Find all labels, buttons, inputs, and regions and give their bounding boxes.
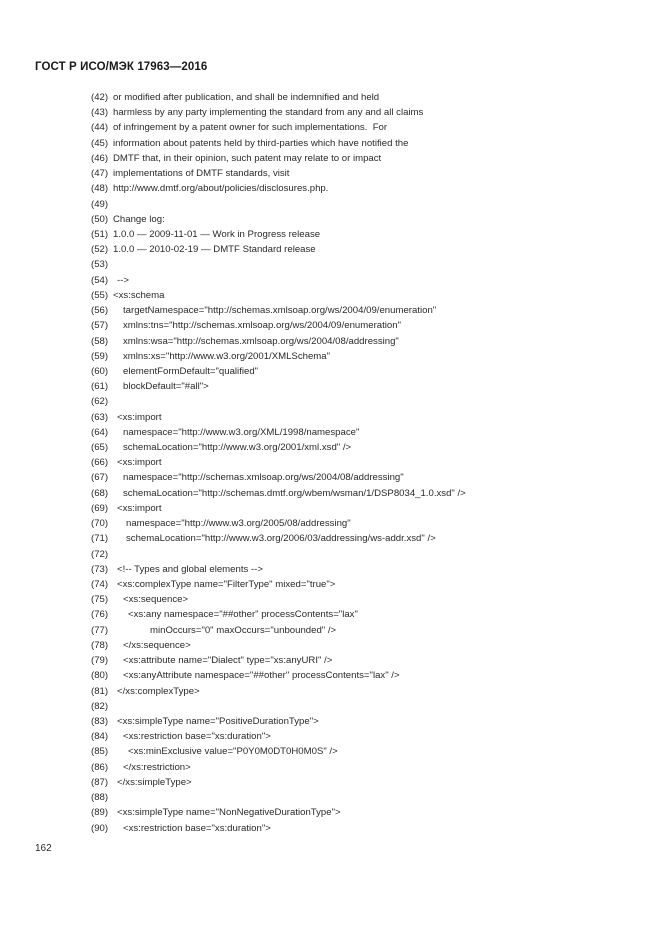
line-text: <xs:attribute name="Dialect" type="xs:anyURI" /> bbox=[123, 655, 333, 667]
code-line bbox=[91, 805, 341, 820]
code-line bbox=[91, 151, 382, 166]
line-text: of infringement by a patent owner for such implementations. For bbox=[113, 122, 388, 134]
line-number: (43) bbox=[91, 107, 109, 119]
code-line bbox=[91, 790, 113, 805]
code-line bbox=[91, 212, 165, 227]
line-number: (45) bbox=[91, 137, 109, 149]
line-text: <xs:any namespace="##other" processContents="lax" bbox=[128, 609, 358, 621]
code-line bbox=[91, 531, 436, 546]
line-text: xmlns:tns="http://schemas.xmlsoap.org/ws/2004/09/enumeration" bbox=[123, 320, 401, 332]
code-line bbox=[91, 684, 200, 699]
line-number: (85) bbox=[91, 746, 109, 758]
code-line bbox=[91, 318, 401, 333]
line-number: (79) bbox=[91, 655, 109, 667]
code-line bbox=[91, 379, 209, 394]
line-number: (83) bbox=[91, 715, 109, 727]
code-line bbox=[91, 699, 113, 714]
code-line bbox=[91, 562, 263, 577]
line-number: (50) bbox=[91, 213, 109, 225]
line-text: blockDefault="#all"> bbox=[123, 381, 209, 393]
line-text: <xs:simpleType name="PositiveDurationType"> bbox=[117, 715, 319, 727]
code-line bbox=[91, 197, 113, 212]
line-number: (87) bbox=[91, 776, 109, 788]
line-number: (84) bbox=[91, 731, 109, 743]
line-number: (77) bbox=[91, 624, 109, 636]
line-number: (54) bbox=[91, 274, 109, 286]
line-number: (88) bbox=[91, 792, 109, 804]
line-number: (66) bbox=[91, 457, 109, 469]
line-number: (90) bbox=[91, 822, 109, 834]
line-text: namespace="http://www.w3.org/XML/1998/namespace" bbox=[123, 426, 360, 438]
line-number: (86) bbox=[91, 761, 109, 773]
code-line bbox=[91, 486, 466, 501]
code-line bbox=[91, 821, 271, 836]
line-number: (61) bbox=[91, 381, 109, 393]
code-line bbox=[91, 577, 336, 592]
line-number: (48) bbox=[91, 183, 109, 195]
code-line bbox=[91, 364, 259, 379]
line-number: (68) bbox=[91, 487, 109, 499]
line-text: or modified after publication, and shall be indemnified and held bbox=[113, 92, 380, 103]
code-line bbox=[91, 334, 399, 349]
line-number: (53) bbox=[91, 259, 109, 271]
line-number: (42) bbox=[91, 92, 109, 103]
line-number: (63) bbox=[91, 411, 109, 423]
code-line bbox=[91, 440, 352, 455]
line-number: (76) bbox=[91, 609, 109, 621]
line-number: (72) bbox=[91, 548, 109, 560]
line-number: (58) bbox=[91, 335, 109, 347]
code-line bbox=[91, 120, 388, 135]
line-number: (49) bbox=[91, 198, 109, 210]
code-line bbox=[91, 257, 113, 272]
line-number: (81) bbox=[91, 685, 109, 697]
code-line bbox=[91, 729, 271, 744]
line-text: targetNamespace="http://schemas.xmlsoap.org/ws/2004/09/enumeration" bbox=[123, 305, 437, 317]
code-line bbox=[91, 501, 162, 516]
line-text: elementFormDefault="qualified" bbox=[123, 365, 259, 377]
line-text: --> bbox=[117, 274, 129, 286]
code-line bbox=[91, 90, 380, 105]
code-line bbox=[91, 105, 424, 120]
code-line bbox=[91, 547, 113, 562]
code-line bbox=[91, 273, 129, 288]
line-text: <xs:simpleType name="NonNegativeDurationType"> bbox=[117, 807, 341, 819]
line-number: (51) bbox=[91, 228, 109, 240]
code-line bbox=[91, 410, 162, 425]
code-line bbox=[91, 181, 329, 196]
code-line bbox=[91, 744, 338, 759]
line-text: <xs:complexType name="FilterType" mixed="true"> bbox=[117, 579, 336, 590]
line-text: <xs:restriction base="xs:duration"> bbox=[123, 822, 271, 834]
code-line bbox=[91, 760, 191, 775]
line-number: (56) bbox=[91, 305, 109, 317]
line-text: 1.0.0 — 2010-02-19 — DMTF Standard release bbox=[113, 244, 316, 256]
code-line bbox=[91, 242, 316, 257]
line-text: <xs:import bbox=[117, 411, 162, 423]
line-text: DMTF that, in their opinion, such patent may relate to or impact bbox=[113, 152, 382, 164]
line-text: <xs:sequence> bbox=[123, 594, 189, 606]
line-number: (70) bbox=[91, 518, 109, 530]
line-number: (44) bbox=[91, 122, 109, 134]
line-text: <xs:minExclusive value="P0Y0M0DT0H0M0S" /> bbox=[128, 746, 338, 758]
line-number: (75) bbox=[91, 594, 109, 606]
code-line bbox=[91, 592, 189, 607]
code-line bbox=[91, 425, 360, 440]
code-line bbox=[91, 623, 337, 638]
line-number: (65) bbox=[91, 442, 109, 454]
line-number: (89) bbox=[91, 807, 109, 819]
line-number: (46) bbox=[91, 152, 109, 164]
code-line bbox=[91, 638, 191, 653]
code-line bbox=[91, 470, 404, 485]
code-line bbox=[91, 775, 192, 790]
line-text: xmlns:xs="http://www.w3.org/2001/XMLSchema" bbox=[123, 350, 331, 362]
code-line bbox=[91, 166, 290, 181]
line-text: http://www.dmtf.org/about/policies/disclosures.php. bbox=[113, 183, 329, 195]
line-text: namespace="http://schemas.xmlsoap.org/ws/2004/08/addressing" bbox=[123, 472, 404, 484]
line-text: harmless by any party implementing the standard from any and all claims bbox=[113, 107, 424, 119]
code-line bbox=[91, 394, 113, 409]
page-number: 162 bbox=[35, 843, 52, 854]
code-line bbox=[91, 455, 162, 470]
line-number: (64) bbox=[91, 426, 109, 438]
code-line bbox=[91, 607, 358, 622]
line-number: (52) bbox=[91, 244, 109, 256]
line-text: <xs:anyAttribute namespace="##other" processContents="lax" /> bbox=[123, 670, 400, 682]
line-number: (55) bbox=[91, 289, 109, 301]
code-line bbox=[91, 668, 400, 683]
line-number: (69) bbox=[91, 502, 109, 514]
line-text: schemaLocation="http://www.w3.org/2006/03/addressing/ws-addr.xsd" /> bbox=[126, 533, 436, 545]
code-line bbox=[91, 288, 165, 303]
line-text: <xs:restriction base="xs:duration"> bbox=[123, 731, 271, 743]
line-number: (78) bbox=[91, 639, 109, 651]
line-text: </xs:simpleType> bbox=[117, 776, 192, 788]
line-number: (80) bbox=[91, 670, 109, 682]
line-number: (73) bbox=[91, 563, 109, 575]
line-text: <!-- Types and global elements --> bbox=[117, 563, 263, 575]
line-number: (59) bbox=[91, 350, 109, 362]
line-text: <xs:schema bbox=[113, 289, 165, 301]
code-line bbox=[91, 349, 331, 364]
line-text: schemaLocation="http://schemas.dmtf.org/wbem/wsman/1/DSP8034_1.0.xsd" /> bbox=[123, 487, 466, 499]
line-text: information about patents held by third-parties which have notified the bbox=[113, 137, 409, 149]
line-number: (82) bbox=[91, 700, 109, 712]
line-text: </xs:complexType> bbox=[117, 685, 200, 697]
line-text: implementations of DMTF standards, visit bbox=[113, 168, 290, 180]
line-number: (71) bbox=[91, 533, 109, 545]
line-number: (60) bbox=[91, 365, 109, 377]
line-number: (47) bbox=[91, 168, 109, 180]
document-header: ГОСТ Р ИСО/МЭК 17963—2016 bbox=[35, 61, 208, 73]
line-text: xmlns:wsa="http://schemas.xmlsoap.org/ws/2004/08/addressing" bbox=[123, 335, 399, 347]
line-text: </xs:restriction> bbox=[123, 761, 191, 773]
line-number: (62) bbox=[91, 396, 109, 408]
code-listing bbox=[91, 90, 466, 836]
line-text: <xs:import bbox=[117, 502, 162, 514]
line-text: </xs:sequence> bbox=[123, 639, 191, 651]
code-line bbox=[91, 227, 321, 242]
line-text: <xs:import bbox=[117, 457, 162, 469]
line-number: (57) bbox=[91, 320, 109, 332]
line-text: namespace="http://www.w3.org/2005/08/addressing" bbox=[126, 518, 351, 530]
code-line bbox=[91, 136, 409, 151]
code-line bbox=[91, 714, 319, 729]
code-line bbox=[91, 653, 333, 668]
line-number: (74) bbox=[91, 579, 109, 590]
code-line bbox=[91, 516, 351, 531]
line-text: 1.0.0 — 2009-11-01 — Work in Progress release bbox=[113, 228, 321, 240]
line-text: schemaLocation="http://www.w3.org/2001/xml.xsd" /> bbox=[123, 442, 352, 454]
line-text: Change log: bbox=[113, 213, 165, 225]
code-line bbox=[91, 303, 437, 318]
line-number: (67) bbox=[91, 472, 109, 484]
line-text: minOccurs="0" maxOccurs="unbounded" /> bbox=[150, 624, 337, 636]
